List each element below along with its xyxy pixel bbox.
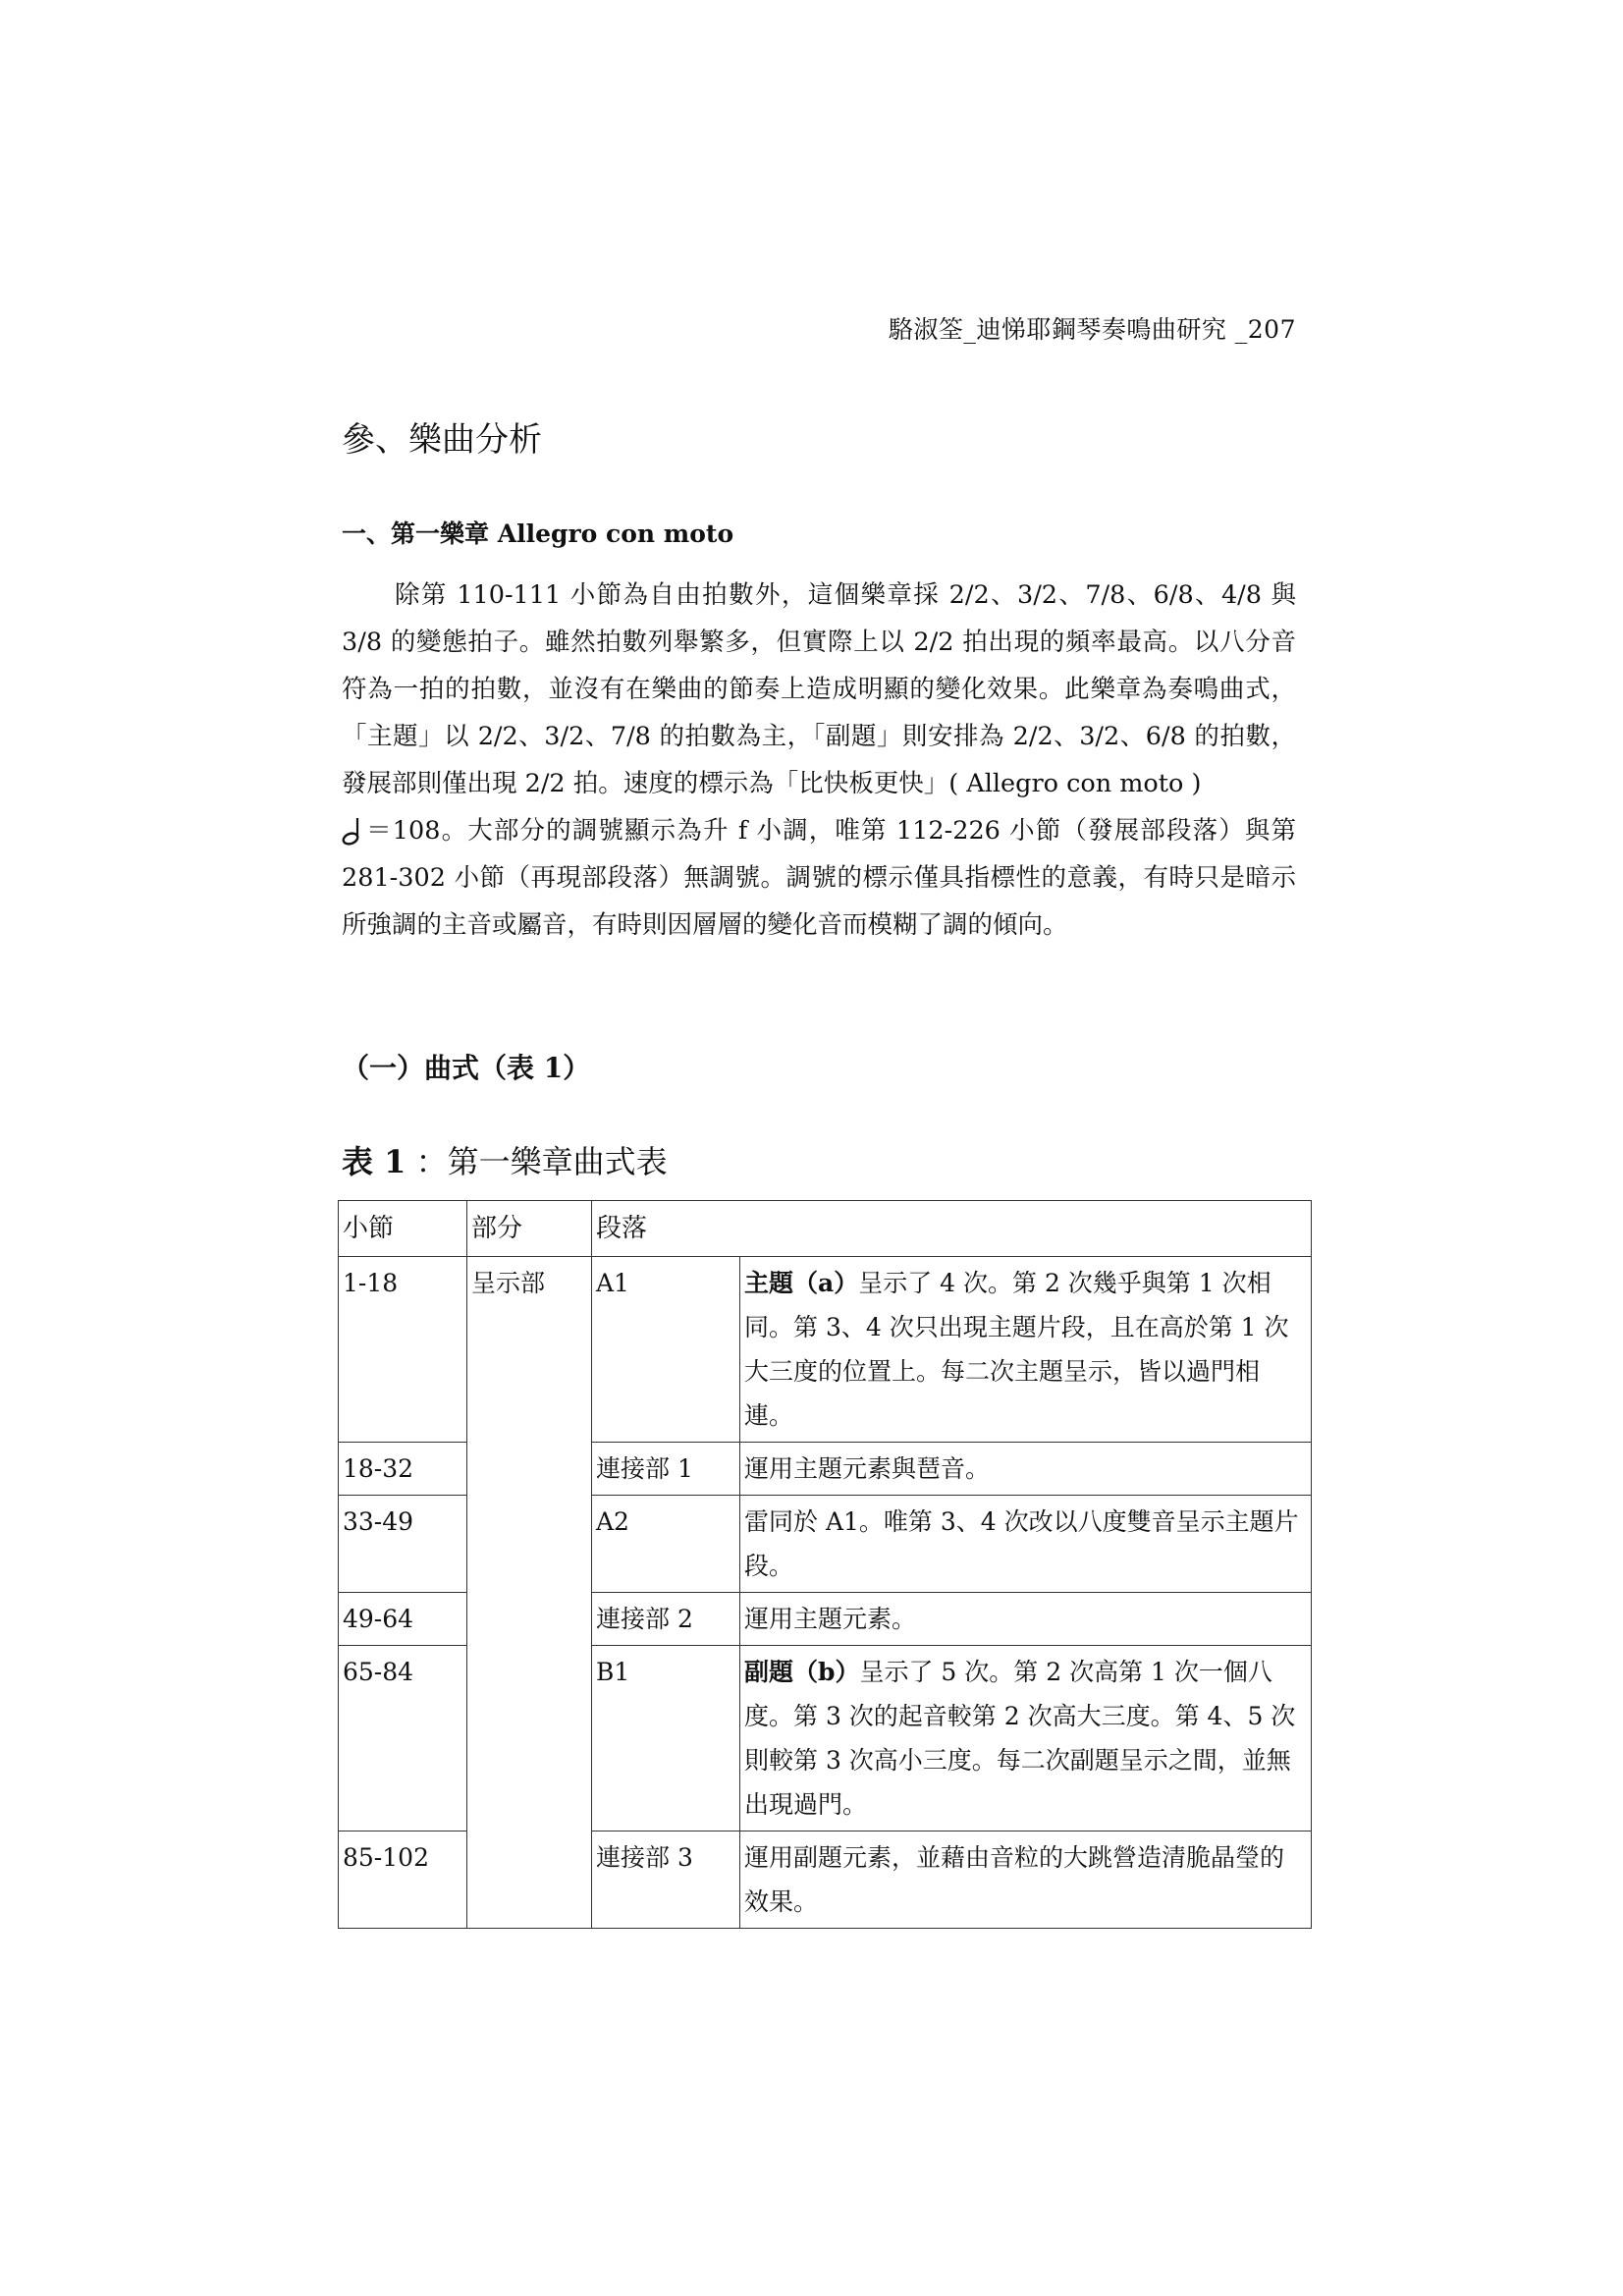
theme-label: 副題（b） — [744, 1658, 860, 1686]
cell-segment: 連接部 3 — [592, 1831, 740, 1929]
cell-measures: 18-32 — [339, 1443, 467, 1496]
subsection-title: 一、第一樂章 Allegro con moto — [342, 519, 734, 548]
cell-description: 副題（b）呈示了 5 次。第 2 次高第 1 次一個八度。第 3 次的起音較第 2 次高大三度。第 4、5 次則較第 3 次高小三度。每二次副題呈示之間，並無出現過門。 — [740, 1646, 1312, 1831]
form-heading: （一）曲式（表 1） — [342, 1052, 591, 1084]
running-header: 駱淑筌_迪悌耶鋼琴奏鳴曲研究 _207 — [888, 315, 1296, 344]
section-title: 參、樂曲分析 — [342, 420, 542, 460]
form-table — [338, 1200, 1312, 1929]
cell-description: 雷同於 A1。唯第 3、4 次改以八度雙音呈示主題片段。 — [740, 1496, 1312, 1593]
table-header-row — [339, 1201, 1312, 1257]
table-caption — [342, 1137, 668, 1182]
cell-measures: 49-64 — [339, 1593, 467, 1646]
table-caption-label: 表 1 — [342, 1143, 406, 1180]
table-row — [339, 1257, 1312, 1443]
cell-segment: A2 — [592, 1496, 740, 1593]
cell-part: 呈示部 — [467, 1257, 592, 1929]
cell-description: 運用主題元素。 — [740, 1593, 1312, 1646]
header-measures: 小節 — [339, 1201, 467, 1257]
cell-segment: B1 — [592, 1646, 740, 1831]
cell-description: 主題（a）呈示了 4 次。第 2 次幾乎與第 1 次相同。第 3、4 次只出現主題片段，且在高於第 1 次大三度的位置上。每二次主題呈示，皆以過門相連。 — [740, 1257, 1312, 1443]
theme-label: 主題（a） — [744, 1269, 859, 1297]
cell-measures: 33-49 — [339, 1496, 467, 1593]
paragraph-part2: ＝108。大部分的調號顯示為升 f 小調，唯第 112-226 小節（發展部段落）與第 281-302 小節（再現部段落）無調號。調號的標示僅具指標性的意義，有時只是暗示所強調的主音或屬音，有時則因層層的變化音而模糊了調的傾向。 — [342, 816, 1296, 940]
cell-segment: 連接部 1 — [592, 1443, 740, 1496]
header-part: 部分 — [467, 1201, 592, 1257]
cell-description: 運用主題元素與琶音。 — [740, 1443, 1312, 1496]
cell-measures: 65-84 — [339, 1646, 467, 1831]
half-note-icon — [342, 817, 365, 847]
cell-measures: 85-102 — [339, 1831, 467, 1929]
body-paragraph — [342, 572, 1296, 949]
table-caption-title: ：第一樂章曲式表 — [415, 1143, 668, 1180]
cell-segment: A1 — [592, 1257, 740, 1443]
paragraph-part1: 除第 110-111 小節為自由拍數外，這個樂章採 2/2、3/2、7/8、6/8、4/8 與 3/8 的變態拍子。雖然拍數列舉繁多，但實際上以 2/2 拍出現的頻率最高。以八分音符為一拍的拍數，並沒有在樂曲的節奏上造成明顯的變化效果。此樂章為奏鳴曲式，「主題」以 2/2、3/2、7/8 的拍數為主，「副題」則安排為 2/2、3/2、6/8 的拍數，發展部則僅出現 2/2 拍。速度的標示為「比快板更快」( Allegro con moto ) — [342, 580, 1296, 798]
cell-measures: 1-18 — [339, 1257, 467, 1443]
cell-segment: 連接部 2 — [592, 1593, 740, 1646]
header-segment: 段落 — [592, 1201, 1312, 1257]
cell-description: 運用副題元素，並藉由音粒的大跳營造清脆晶瑩的效果。 — [740, 1831, 1312, 1929]
